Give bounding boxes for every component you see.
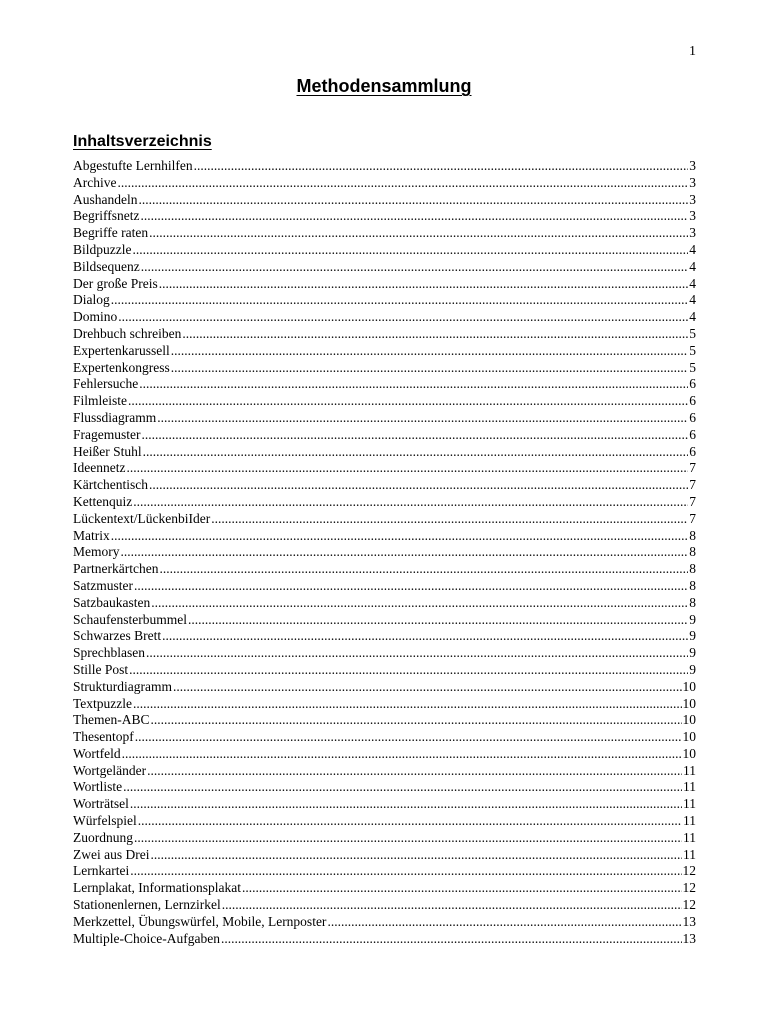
toc-entry-label: Strukturdiagramm <box>73 678 172 694</box>
toc-entry-page-number: 8 <box>689 527 696 543</box>
toc-entry-page-number: 6 <box>689 393 696 409</box>
toc-entry-label: Lernkartei <box>73 863 130 879</box>
toc-entry-page-number: 9 <box>689 611 696 627</box>
toc-entry-page-number: 4 <box>689 309 696 325</box>
toc-entry[interactable] <box>73 696 696 713</box>
toc-entry-page-number: 3 <box>689 174 696 190</box>
toc-entry-label: Kärtchentisch <box>73 477 148 493</box>
toc-entry[interactable] <box>73 242 696 259</box>
toc-dot-leader <box>128 393 688 410</box>
toc-entry[interactable] <box>73 595 696 612</box>
toc-entry[interactable] <box>73 292 696 309</box>
toc-dot-leader <box>151 595 688 612</box>
toc-dot-leader <box>133 494 688 511</box>
toc-entry-label: Fragemuster <box>73 426 141 442</box>
toc-entry[interactable] <box>73 796 696 813</box>
toc-entry-page-number: 5 <box>689 325 696 341</box>
toc-entry-page-number: 4 <box>689 258 696 274</box>
toc-entry-page-number: 12 <box>682 863 696 879</box>
toc-entry-page-number: 11 <box>683 762 696 778</box>
toc-entry-label: Ideennetz <box>73 460 126 476</box>
toc-dot-leader <box>242 880 682 897</box>
toc-entry[interactable] <box>73 544 696 561</box>
toc-entry-page-number: 10 <box>682 729 696 745</box>
toc-dot-leader <box>130 863 681 880</box>
toc-entry-page-number: 4 <box>689 292 696 308</box>
toc-entry[interactable] <box>73 393 696 410</box>
toc-dot-leader <box>139 376 688 393</box>
toc-entry-label: Schaufensterbummel <box>73 611 187 627</box>
toc-entry-label: Wortliste <box>73 779 123 795</box>
toc-entry-page-number: 10 <box>682 712 696 728</box>
toc-dot-leader <box>222 897 682 914</box>
toc-entry[interactable] <box>73 528 696 545</box>
toc-entry-page-number: 7 <box>689 493 696 509</box>
toc-dot-leader <box>157 410 688 427</box>
toc-entry-page-number: 11 <box>683 779 696 795</box>
toc-entry-label: Filmleiste <box>73 393 127 409</box>
toc-entry-label: Domino <box>73 309 118 325</box>
toc-dot-leader <box>143 444 689 461</box>
toc-dot-leader <box>122 746 682 763</box>
toc-entry-page-number: 5 <box>689 359 696 375</box>
toc-dot-leader <box>141 427 688 444</box>
toc-dot-leader <box>159 276 689 293</box>
toc-entry-page-number: 12 <box>682 897 696 913</box>
toc-entry-page-number: 3 <box>689 158 696 173</box>
toc-entry-page-number: 13 <box>682 930 696 946</box>
toc-entry-page-number: 3 <box>689 191 696 207</box>
toc-entry-label: Memory <box>73 544 120 560</box>
toc-entry[interactable] <box>73 561 696 578</box>
toc-entry-label: Begriffsnetz <box>73 208 140 224</box>
toc-entry-label: Themen-ABC <box>73 712 150 728</box>
toc-entry-label: Bildpuzzle <box>73 241 132 257</box>
toc-dot-leader <box>134 578 688 595</box>
toc-dot-leader <box>146 645 688 662</box>
toc-entry-page-number: 8 <box>689 561 696 577</box>
toc-entry-label: Satzbaukasten <box>73 594 151 610</box>
toc-dot-leader <box>194 158 689 175</box>
toc-entry-page-number: 7 <box>689 477 696 493</box>
toc-entry-page-number: 7 <box>689 460 696 476</box>
toc-entry-page-number: 10 <box>682 678 696 694</box>
toc-dot-leader <box>171 360 689 377</box>
toc-entry[interactable] <box>73 477 696 494</box>
toc-entry[interactable] <box>73 259 696 276</box>
toc-entry[interactable] <box>73 880 696 897</box>
toc-entry[interactable] <box>73 914 696 931</box>
toc-entry-page-number: 6 <box>689 426 696 442</box>
toc-entry-page-number: 7 <box>689 510 696 526</box>
toc-entry-page-number: 8 <box>689 544 696 560</box>
toc-entry[interactable] <box>73 847 696 864</box>
toc-entry[interactable] <box>73 360 696 377</box>
toc-entry[interactable] <box>73 612 696 629</box>
toc-entry-label: Sprechblasen <box>73 645 145 661</box>
toc-entry-page-number: 10 <box>682 695 696 711</box>
toc-entry[interactable] <box>73 175 696 192</box>
toc-entry-label: Multiple-Choice-Aufgaben <box>73 930 220 946</box>
toc-entry[interactable] <box>73 897 696 914</box>
document-title: Methodensammlung <box>296 76 472 96</box>
toc-entry[interactable] <box>73 460 696 477</box>
toc-entry-label: Wortfeld <box>73 745 121 761</box>
toc-dot-leader <box>327 914 681 931</box>
toc-entry[interactable] <box>73 309 696 326</box>
toc-entry-label: Lückentext/LückenbiIder <box>73 510 211 526</box>
toc-entry-page-number: 6 <box>689 443 696 459</box>
toc-entry-page-number: 9 <box>689 661 696 677</box>
toc-entry-label: Partnerkärtchen <box>73 561 159 577</box>
toc-entry-label: Textpuzzle <box>73 695 133 711</box>
toc-dot-leader <box>133 696 681 713</box>
toc-dot-leader <box>121 544 689 561</box>
toc-entry-page-number: 11 <box>683 813 696 829</box>
toc-entry[interactable] <box>73 645 696 662</box>
toc-entry[interactable] <box>73 578 696 595</box>
toc-dot-leader <box>132 242 688 259</box>
toc-entry[interactable] <box>73 511 696 528</box>
toc-entry-page-number: 9 <box>689 645 696 661</box>
toc-dot-leader <box>159 561 688 578</box>
toc-entry-label: Begriffe raten <box>73 225 149 241</box>
toc-entry-page-number: 6 <box>689 409 696 425</box>
toc-entry[interactable] <box>73 830 696 847</box>
page-number: 1 <box>689 44 696 59</box>
toc-entry[interactable] <box>73 494 696 511</box>
toc-entry-label: Abgestufte Lernhilfen <box>73 158 193 173</box>
toc-dot-leader <box>211 511 688 528</box>
toc-entry-label: Fehlersuche <box>73 376 139 392</box>
toc-heading: Inhaltsverzeichnis <box>73 133 212 150</box>
toc-dot-leader <box>141 259 689 276</box>
toc-entry[interactable] <box>73 813 696 830</box>
toc-entry-label: Matrix <box>73 527 110 543</box>
toc-entry-label: Würfelspiel <box>73 813 137 829</box>
toc-entry-page-number: 11 <box>683 846 696 862</box>
toc-entry[interactable] <box>73 326 696 343</box>
toc-entry-label: Expertenkarussell <box>73 342 170 358</box>
toc-dot-leader <box>111 292 689 309</box>
toc-dot-leader <box>151 712 682 729</box>
toc-dot-leader <box>123 779 682 796</box>
toc-entry-label: Bildsequenz <box>73 258 140 274</box>
toc-dot-leader <box>129 662 688 679</box>
toc-entry[interactable] <box>73 276 696 293</box>
toc-entry-page-number: 8 <box>689 594 696 610</box>
toc-entry[interactable] <box>73 679 696 696</box>
toc-entry[interactable] <box>73 729 696 746</box>
toc-entry-page-number: 6 <box>689 376 696 392</box>
toc-entry[interactable] <box>73 225 696 242</box>
toc-entry-label: Lernplakat, Informationsplakat <box>73 880 241 896</box>
toc-entry-page-number: 11 <box>683 796 696 812</box>
toc-dot-leader <box>135 729 682 746</box>
table-of-contents <box>73 158 696 947</box>
toc-entry[interactable] <box>73 410 696 427</box>
toc-dot-leader <box>162 628 688 645</box>
toc-entry[interactable] <box>73 779 696 796</box>
toc-dot-leader <box>117 175 688 192</box>
toc-entry-label: Thesentopf <box>73 729 134 745</box>
toc-entry[interactable] <box>73 712 696 729</box>
toc-entry-label: Der große Preis <box>73 275 158 291</box>
toc-dot-leader <box>140 208 688 225</box>
toc-entry[interactable] <box>73 763 696 780</box>
toc-entry-page-number: 3 <box>689 225 696 241</box>
toc-dot-leader <box>139 192 689 209</box>
toc-entry[interactable] <box>73 863 696 880</box>
toc-entry-label: Aushandeln <box>73 191 138 207</box>
toc-dot-leader <box>130 796 682 813</box>
toc-entry-page-number: 12 <box>682 880 696 896</box>
toc-entry-label: Dialog <box>73 292 110 308</box>
toc-entry[interactable] <box>73 628 696 645</box>
toc-dot-leader <box>171 343 689 360</box>
toc-entry[interactable] <box>73 427 696 444</box>
toc-entry[interactable] <box>73 746 696 763</box>
toc-entry-page-number: 4 <box>689 241 696 257</box>
toc-entry-page-number: 8 <box>689 577 696 593</box>
toc-dot-leader <box>150 847 682 864</box>
toc-entry-label: Worträtsel <box>73 796 129 812</box>
toc-entry[interactable] <box>73 208 696 225</box>
toc-dot-leader <box>221 931 682 948</box>
toc-entry-label: Archive <box>73 174 117 190</box>
toc-entry-label: Drehbuch schreiben <box>73 325 182 341</box>
toc-dot-leader <box>138 813 682 830</box>
toc-entry-label: Stationenlernen, Lernzirkel <box>73 897 221 913</box>
toc-entry-label: Merkzettel, Übungswürfel, Mobile, Lernposter <box>73 913 327 929</box>
toc-entry-page-number: 10 <box>682 745 696 761</box>
toc-entry[interactable] <box>73 662 696 679</box>
toc-dot-leader <box>111 528 689 545</box>
toc-dot-leader <box>188 612 688 629</box>
toc-entry[interactable] <box>73 158 696 175</box>
toc-entry-page-number: 3 <box>689 208 696 224</box>
toc-dot-leader <box>182 326 688 343</box>
toc-dot-leader <box>147 763 682 780</box>
toc-entry[interactable] <box>73 192 696 209</box>
toc-dot-leader <box>118 309 688 326</box>
toc-entry-label: Expertenkongress <box>73 359 170 375</box>
toc-dot-leader <box>134 830 682 847</box>
toc-entry[interactable] <box>73 931 696 948</box>
toc-dot-leader <box>149 225 688 242</box>
toc-dot-leader <box>173 679 682 696</box>
toc-entry-label: Zwei aus Drei <box>73 846 150 862</box>
toc-entry-page-number: 11 <box>683 829 696 845</box>
toc-entry-label: Satzmuster <box>73 577 133 593</box>
toc-entry-label: Flussdiagramm <box>73 409 157 425</box>
toc-entry-label: Heißer Stuhl <box>73 443 142 459</box>
toc-entry-label: Stille Post <box>73 661 129 677</box>
toc-entry[interactable] <box>73 444 696 461</box>
toc-entry-label: Zuordnung <box>73 829 133 845</box>
toc-entry-page-number: 9 <box>689 628 696 644</box>
toc-entry-page-number: 5 <box>689 342 696 358</box>
toc-entry-label: Kettenquiz <box>73 493 133 509</box>
toc-entry[interactable] <box>73 376 696 393</box>
toc-entry-label: Wortgeländer <box>73 762 147 778</box>
toc-entry[interactable] <box>73 343 696 360</box>
toc-entry-page-number: 13 <box>682 913 696 929</box>
toc-dot-leader <box>149 477 688 494</box>
toc-dot-leader <box>126 460 688 477</box>
toc-entry-label: Schwarzes Brett <box>73 628 162 644</box>
toc-entry-page-number: 4 <box>689 275 696 291</box>
